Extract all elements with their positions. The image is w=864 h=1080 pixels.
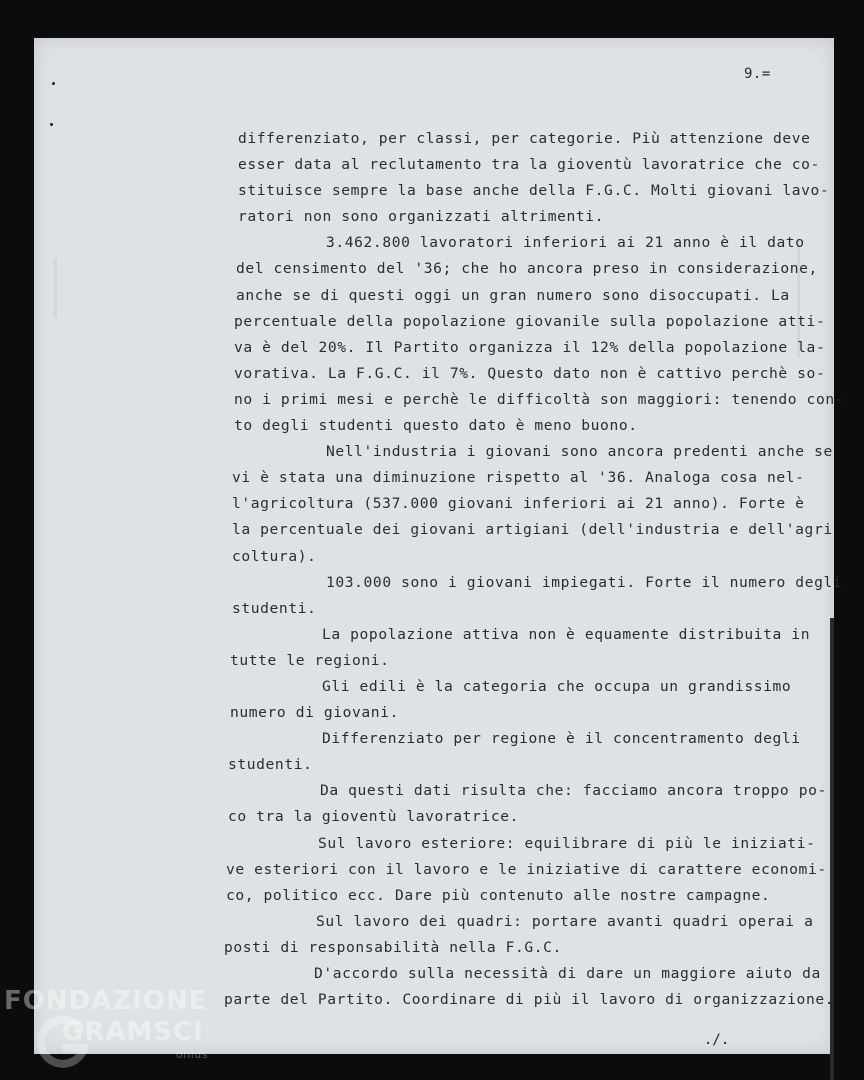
text-line: studenti. bbox=[228, 756, 313, 774]
text-line: differenziato, per classi, per categorie. Più attenzione deve bbox=[238, 130, 811, 147]
text-line: percentuale della popolazione giovanile sulla popolazione atti- bbox=[234, 312, 826, 330]
text-line: esser data al reclutamento tra la gioventù lavoratrice che co- bbox=[238, 156, 820, 174]
text-line: l'agricoltura (537.000 giovani inferiori ai 21 anno). Forte è bbox=[232, 495, 805, 513]
text-line: D'accordo sulla necessità di dare un maggiore aiuto da bbox=[314, 965, 821, 982]
text-line: Da questi dati risulta che: facciamo ancora troppo po- bbox=[320, 782, 827, 800]
page-number: 9.= bbox=[744, 66, 771, 82]
text-line: tutte le regioni. bbox=[230, 651, 390, 669]
text-line: 103.000 sono i giovani impiegati. Forte il numero degli bbox=[326, 573, 843, 591]
watermark-suffix: onlus bbox=[176, 1048, 208, 1061]
text-line: co, politico ecc. Dare più contenuto alle nostre campagne. bbox=[226, 886, 771, 904]
text-line: stituisce sempre la base anche della F.G.C. Molti giovani lavo- bbox=[238, 182, 830, 200]
text-line: vi è stata una diminuzione rispetto al '36. Analoga cosa nel- bbox=[232, 469, 805, 487]
text-line: ve esteriori con il lavoro e le iniziative di carattere economi- bbox=[226, 860, 827, 878]
text-line: coltura). bbox=[232, 547, 317, 565]
text-line: del censimento del '36; che ho ancora preso in considerazione, bbox=[236, 260, 818, 278]
text-line: vorativa. La F.G.C. il 7%. Questo dato non è cattivo perchè so- bbox=[234, 364, 826, 382]
text-line: parte del Partito. Coordinare di più il lavoro di organizzazione. bbox=[224, 991, 835, 1009]
text-line: 3.462.800 lavoratori inferiori ai 21 anno è il dato bbox=[326, 234, 805, 252]
continuation-mark: ./. bbox=[704, 1032, 730, 1048]
text-line: to degli studenti questo dato è meno buono. bbox=[234, 417, 638, 435]
text-line: Nell'industria i giovani sono ancora predenti anche se bbox=[326, 443, 833, 461]
text-line: Differenziato per regione è il concentramento degli bbox=[322, 730, 801, 748]
text-line: studenti. bbox=[232, 599, 317, 617]
text-line: numero di giovani. bbox=[230, 704, 399, 722]
text-line: anche se di questi oggi un gran numero sono disoccupati. La bbox=[236, 286, 790, 304]
punch-dot bbox=[52, 82, 55, 85]
fondazione-gramsci-watermark bbox=[4, 986, 214, 1076]
text-line: la percentuale dei giovani artigiani (dell'industria e dell'agri bbox=[232, 521, 833, 539]
text-line: no i primi mesi e perchè le difficoltà son maggiori: tenendo con- bbox=[234, 390, 845, 408]
watermark-line1: FONDAZIONE bbox=[4, 986, 208, 1016]
text-line: ratori non sono organizzati altrimenti. bbox=[238, 208, 605, 226]
document-body bbox=[0, 126, 845, 1013]
text-line: La popolazione attiva non è equamente distribuita in bbox=[322, 625, 811, 643]
text-line: Gli edili è la categoria che occupa un grandissimo bbox=[322, 677, 792, 695]
text-line: va è del 20%. Il Partito organizza il 12% della popolazione la- bbox=[234, 338, 826, 356]
text-line: Sul lavoro esteriore: equilibrare di più le iniziati- bbox=[318, 834, 816, 852]
text-line: Sul lavoro dei quadri: portare avanti quadri operai a bbox=[316, 912, 814, 930]
text-line: co tra la gioventù lavoratrice. bbox=[228, 808, 519, 826]
watermark-line2: GRAMSCI bbox=[62, 1017, 204, 1047]
text-line: posti di responsabilità nella F.G.C. bbox=[224, 938, 562, 956]
